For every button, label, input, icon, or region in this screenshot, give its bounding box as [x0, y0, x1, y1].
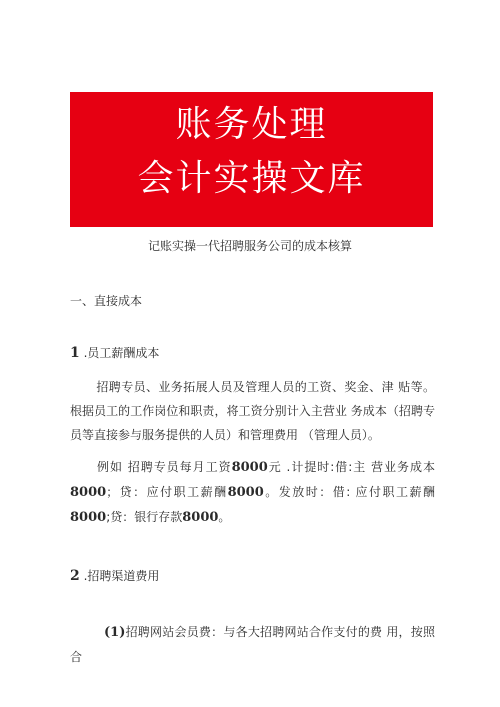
title-banner	[70, 92, 433, 227]
paragraph-text: 招聘专员、业务拓展人员及管理人员的工资、奖金、津 贴等。根据员工的工作岗位和职责，将工资分别计入主营业 务成本（招聘专员等直接参与服务提供的人员）和管理费用 （管理人员）。	[70, 380, 435, 442]
example-text-6: 。	[218, 510, 231, 524]
subheading-text: .员工薪酬成本	[79, 346, 160, 360]
example-text-2: 元 .计提时:借:主 营业务成本	[267, 460, 435, 474]
subheading-number: 2	[70, 568, 80, 584]
item-number: (1)	[104, 625, 126, 640]
example-amount-5: 8000	[182, 510, 219, 525]
example-amount-2: 8000	[70, 485, 107, 500]
example-text-1: 例如 招聘专员每月工资	[96, 460, 232, 474]
paragraph-text: 招聘网站会员费：与各大招聘网站合作支付的费 用，按照合	[70, 625, 435, 664]
paragraph-salary-example	[70, 455, 435, 530]
subheading-recruitment-channels	[70, 566, 159, 586]
example-text-3: ；贷：应付职工薪酬	[106, 485, 228, 499]
banner-title-line1: 账务处理	[175, 104, 328, 145]
example-amount-4: 8000	[70, 510, 107, 525]
section-heading-direct-cost: 一、直接成本	[70, 294, 143, 308]
subheading-employee-salary	[70, 343, 159, 363]
example-amount-1: 8000	[231, 460, 268, 475]
paragraph-salary-description	[70, 375, 435, 447]
banner-title-line2: 会计实操文库	[137, 158, 366, 199]
subheading-number: 1	[70, 345, 80, 361]
document-subtitle: 记账实操一代招聘服务公司的成本核算	[147, 239, 352, 253]
paragraph-website-fee	[70, 620, 435, 669]
subheading-text: .招聘渠道费用	[79, 569, 160, 583]
example-amount-3: 8000	[227, 485, 264, 500]
example-text-5: ;贷：银行存款	[106, 510, 183, 524]
example-text-4: 。发放时：借: 应付职工薪酬	[263, 485, 435, 499]
